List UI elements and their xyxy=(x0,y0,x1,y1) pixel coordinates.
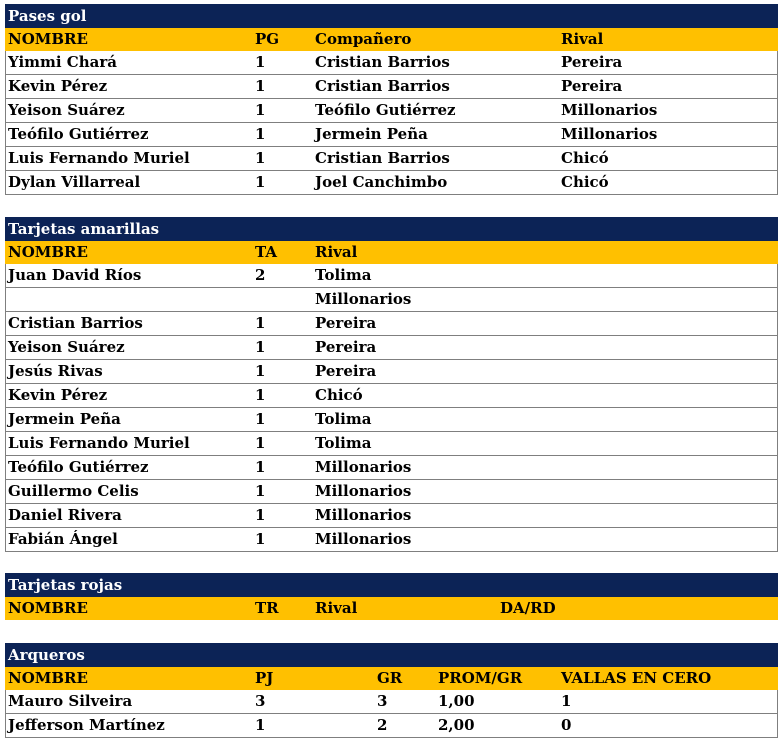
cell-nombre: Yimmi Chará xyxy=(8,53,117,71)
cell-nombre: Jermein Peña xyxy=(8,410,121,428)
tarjetas-rojas-title: Tarjetas rojas xyxy=(5,573,778,597)
cell-nombre: Kevin Pérez xyxy=(8,386,108,404)
table-row xyxy=(6,714,777,738)
cell-nombre: Jefferson Martínez xyxy=(8,716,165,734)
cell-ta: 1 xyxy=(255,458,266,476)
pases-gol-table xyxy=(5,4,778,195)
cell-nombre: Jesús Rivas xyxy=(8,362,103,380)
table-row xyxy=(6,384,777,408)
header-gr: GR xyxy=(377,669,403,687)
header-pg: PG xyxy=(255,30,280,48)
cell-nombre: Yeison Suárez xyxy=(8,101,125,119)
table-row xyxy=(6,288,777,312)
tarjetas-amarillas-table xyxy=(5,217,778,552)
header-nombre: NOMBRE xyxy=(8,669,88,687)
header-pj: PJ xyxy=(255,669,274,687)
cell-prom-gr: 1,00 xyxy=(438,692,475,710)
table-row xyxy=(6,51,777,75)
cell-ta: 1 xyxy=(255,362,266,380)
header-nombre: NOMBRE xyxy=(8,243,88,261)
cell-pg: 1 xyxy=(255,149,266,167)
cell-vallas-en-cero: 0 xyxy=(561,716,572,734)
table-row xyxy=(6,147,777,171)
cell-companero: Jermein Peña xyxy=(315,125,428,143)
table-row xyxy=(6,690,777,714)
cell-ta: 1 xyxy=(255,338,266,356)
cell-pj: 3 xyxy=(255,692,266,710)
cell-rival: Pereira xyxy=(315,338,377,356)
table-row xyxy=(6,360,777,384)
cell-rival: Millonarios xyxy=(315,530,412,548)
cell-rival: Pereira xyxy=(315,362,377,380)
cell-nombre: Juan David Ríos xyxy=(8,266,142,284)
cell-pg: 1 xyxy=(255,173,266,191)
cell-nombre: Fabián Ángel xyxy=(8,530,118,548)
pases-gol-title: Pases gol xyxy=(5,4,778,28)
cell-pj: 1 xyxy=(255,716,266,734)
cell-ta: 1 xyxy=(255,314,266,332)
header-da-rd: DA/RD xyxy=(500,599,556,617)
header-companero: Compañero xyxy=(315,30,412,48)
cell-ta: 1 xyxy=(255,506,266,524)
table-row xyxy=(6,171,777,195)
cell-nombre: Teófilo Gutiérrez xyxy=(8,125,149,143)
header-prom-gr: PROM/GR xyxy=(438,669,523,687)
cell-nombre: Yeison Suárez xyxy=(8,338,125,356)
table-row xyxy=(6,264,777,288)
cell-rival: Pereira xyxy=(561,77,623,95)
pases-gol-header xyxy=(5,28,778,51)
header-tr: TR xyxy=(255,599,279,617)
cell-nombre: Daniel Rivera xyxy=(8,506,122,524)
table-row xyxy=(6,480,777,504)
cell-vallas-en-cero: 1 xyxy=(561,692,572,710)
cell-gr: 3 xyxy=(377,692,388,710)
cell-nombre: Luis Fernando Muriel xyxy=(8,434,190,452)
cell-pg: 1 xyxy=(255,101,266,119)
cell-nombre: Teófilo Gutiérrez xyxy=(8,458,149,476)
cell-nombre: Dylan Villarreal xyxy=(8,173,141,191)
cell-nombre: Guillermo Celis xyxy=(8,482,139,500)
cell-ta: 2 xyxy=(255,266,266,284)
cell-rival: Chicó xyxy=(561,149,609,167)
cell-nombre: Cristian Barrios xyxy=(8,314,143,332)
cell-ta: 1 xyxy=(255,482,266,500)
table-row xyxy=(6,432,777,456)
cell-ta: 1 xyxy=(255,386,266,404)
cell-ta: 1 xyxy=(255,410,266,428)
header-rival: Rival xyxy=(315,599,358,617)
table-row xyxy=(6,408,777,432)
cell-prom-gr: 2,00 xyxy=(438,716,475,734)
cell-companero: Cristian Barrios xyxy=(315,149,450,167)
cell-pg: 1 xyxy=(255,125,266,143)
table-row xyxy=(6,336,777,360)
cell-nombre: Luis Fernando Muriel xyxy=(8,149,190,167)
header-nombre: NOMBRE xyxy=(8,599,88,617)
cell-rival: Millonarios xyxy=(561,101,658,119)
arqueros-body xyxy=(5,690,778,738)
tarjetas-rojas-header xyxy=(5,597,778,620)
pases-gol-body xyxy=(5,51,778,195)
cell-rival: Millonarios xyxy=(315,290,412,308)
header-nombre: NOMBRE xyxy=(8,30,88,48)
cell-rival: Pereira xyxy=(315,314,377,332)
table-row xyxy=(6,75,777,99)
cell-rival: Millonarios xyxy=(315,458,412,476)
cell-rival: Millonarios xyxy=(315,506,412,524)
cell-rival: Chicó xyxy=(561,173,609,191)
arqueros-title: Arqueros xyxy=(5,643,778,667)
tarjetas-amarillas-title: Tarjetas amarillas xyxy=(5,217,778,241)
cell-rival: Chicó xyxy=(315,386,363,404)
cell-companero: Teófilo Gutiérrez xyxy=(315,101,456,119)
cell-nombre: Mauro Silveira xyxy=(8,692,133,710)
cell-pg: 1 xyxy=(255,77,266,95)
cell-rival: Tolima xyxy=(315,410,372,428)
cell-rival: Tolima xyxy=(315,266,372,284)
tarjetas-rojas-table xyxy=(5,573,778,620)
tarjetas-amarillas-body xyxy=(5,264,778,552)
cell-ta: 1 xyxy=(255,530,266,548)
tarjetas-amarillas-header xyxy=(5,241,778,264)
cell-companero: Cristian Barrios xyxy=(315,77,450,95)
cell-companero: Joel Canchimbo xyxy=(315,173,448,191)
table-row xyxy=(6,504,777,528)
arqueros-header xyxy=(5,667,778,690)
header-rival: Rival xyxy=(561,30,604,48)
cell-rival: Tolima xyxy=(315,434,372,452)
arqueros-table xyxy=(5,643,778,738)
header-ta: TA xyxy=(255,243,277,261)
header-rival: Rival xyxy=(315,243,358,261)
cell-ta: 1 xyxy=(255,434,266,452)
table-row xyxy=(6,312,777,336)
cell-rival: Millonarios xyxy=(315,482,412,500)
table-row xyxy=(6,123,777,147)
table-row xyxy=(6,528,777,552)
table-row xyxy=(6,99,777,123)
cell-rival: Millonarios xyxy=(561,125,658,143)
cell-rival: Pereira xyxy=(561,53,623,71)
header-vallas-en-cero: VALLAS EN CERO xyxy=(561,669,712,687)
cell-companero: Cristian Barrios xyxy=(315,53,450,71)
cell-nombre: Kevin Pérez xyxy=(8,77,108,95)
cell-gr: 2 xyxy=(377,716,388,734)
cell-pg: 1 xyxy=(255,53,266,71)
table-row xyxy=(6,456,777,480)
